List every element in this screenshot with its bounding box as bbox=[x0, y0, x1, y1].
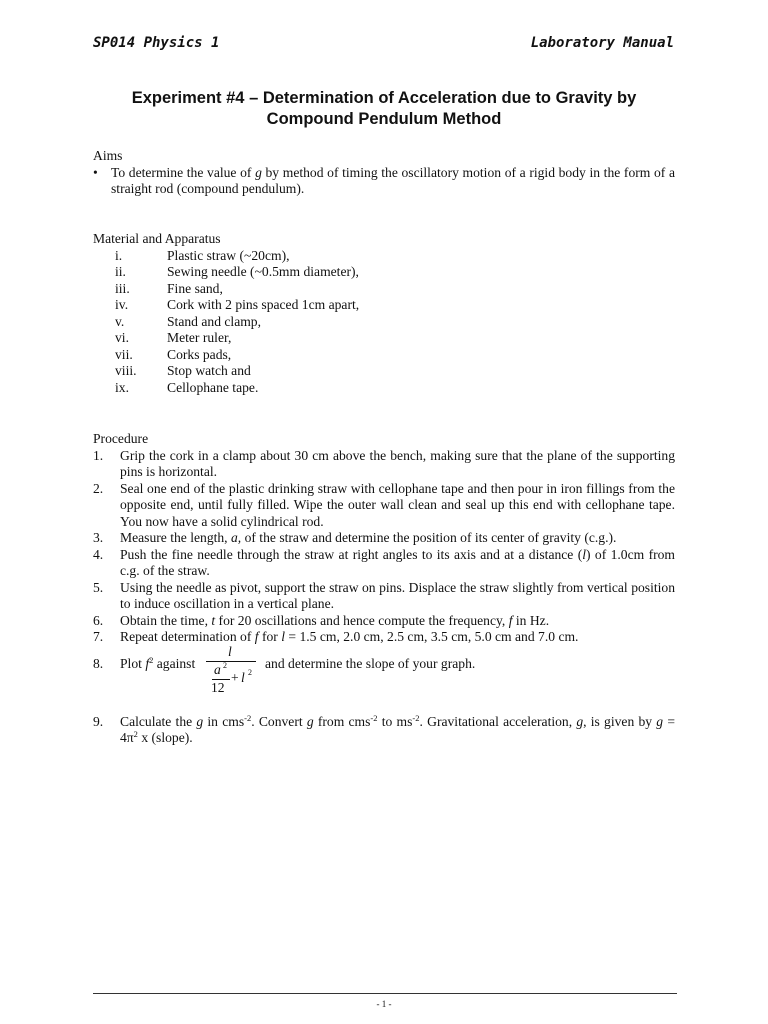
materials-section bbox=[93, 231, 675, 396]
step8-lead: Plot $f^2$ against bbox=[120, 654, 196, 671]
title-line-1: Experiment #4 – Determination of Acceleration due to Gravity by bbox=[131, 89, 637, 107]
procedure-list bbox=[93, 448, 675, 747]
aims-item bbox=[93, 165, 675, 198]
running-header-manual: Laboratory Manual bbox=[530, 35, 674, 51]
procedure-step: 3. Measure the length, a, of the straw and determine the position of its center of gravity (c.g.). bbox=[93, 530, 617, 545]
aims-text: To determine the value of g by method of timing the oscillatory motion of a rigid body in the form of a straight rod (compound pendulum). bbox=[111, 164, 675, 196]
procedure-step: 7. Repeat determination of f for l = 1.5 cm, 2.0 cm, 2.5 cm, 3.5 cm, 5.0 cm and 7.0 cm. bbox=[93, 629, 579, 644]
list-item: viii. Stop watch and bbox=[115, 363, 251, 378]
procedure-step: 9. Calculate the g in cms$^{-2}$. Convert g from cms$^{-2}$ to $ms^{-2}$. Gravitational acceleration, g, is given by $g = 4\pi^2$ x (slope). bbox=[93, 712, 675, 745]
procedure-step: 5. Using the needle as pivot, support the straw on pins. Displace the straw slightly from vertical position to induce oscillation in a vertical plane. bbox=[93, 579, 675, 611]
aims-heading: Aims bbox=[93, 148, 123, 163]
experiment-title bbox=[93, 88, 675, 130]
procedure-step: 4. Push the fine needle through the straw at right angles to its axis and at a distance (l) of 1.0cm from c.g. of the straw. bbox=[93, 546, 675, 578]
aims-section bbox=[93, 148, 675, 198]
title-line-2: Compound Pendulum Method bbox=[266, 110, 502, 128]
materials-heading: Material and Apparatus bbox=[93, 231, 221, 246]
procedure-step: 8. Plot $f^2$ against l a 2 12 + l 2 and determine the slope of your graph. bbox=[93, 643, 476, 695]
list-item: ix. Cellophane tape. bbox=[115, 379, 259, 395]
list-item: iv. Cork with 2 pins spaced 1cm apart, bbox=[115, 297, 360, 312]
list-item: v. Stand and clamp, bbox=[115, 313, 262, 329]
procedure-section bbox=[93, 431, 675, 747]
materials-list bbox=[93, 248, 675, 397]
list-item: ii. Sewing needle (~0.5mm diameter), bbox=[115, 264, 359, 279]
procedure-step: 1. Grip the cork in a clamp about 30 cm above the bench, making sure that the plane of the supporting pins is horizontal. bbox=[93, 447, 675, 479]
list-item: vii. Corks pads, bbox=[115, 346, 232, 362]
procedure-heading: Procedure bbox=[93, 431, 149, 446]
page-number: - 1 - bbox=[376, 999, 392, 1009]
list-item: vi. Meter ruler, bbox=[115, 330, 232, 345]
bullet-icon: • bbox=[93, 164, 98, 180]
fraction-formula: l a 2 12 + l 2 bbox=[206, 644, 260, 696]
step8-tail: and determine the slope of your graph. bbox=[265, 655, 476, 671]
procedure-step: 2. Seal one end of the plastic drinking straw with cellophane tape and then pour in iron fillings from the opposite end, until fully filled. Wipe the outer wall clean and seal up this end with cellophane tape. You now have a solid cylindrical rod. bbox=[93, 480, 675, 529]
list-item: i. Plastic straw (~20cm), bbox=[115, 247, 290, 263]
running-header-course: SP014 Physics 1 bbox=[93, 35, 220, 51]
list-item: iii. Fine sand, bbox=[115, 280, 223, 296]
footer-rule bbox=[93, 993, 677, 994]
procedure-step: 6. Obtain the time, t for 20 oscillations and hence compute the frequency, f in Hz. bbox=[93, 612, 550, 628]
